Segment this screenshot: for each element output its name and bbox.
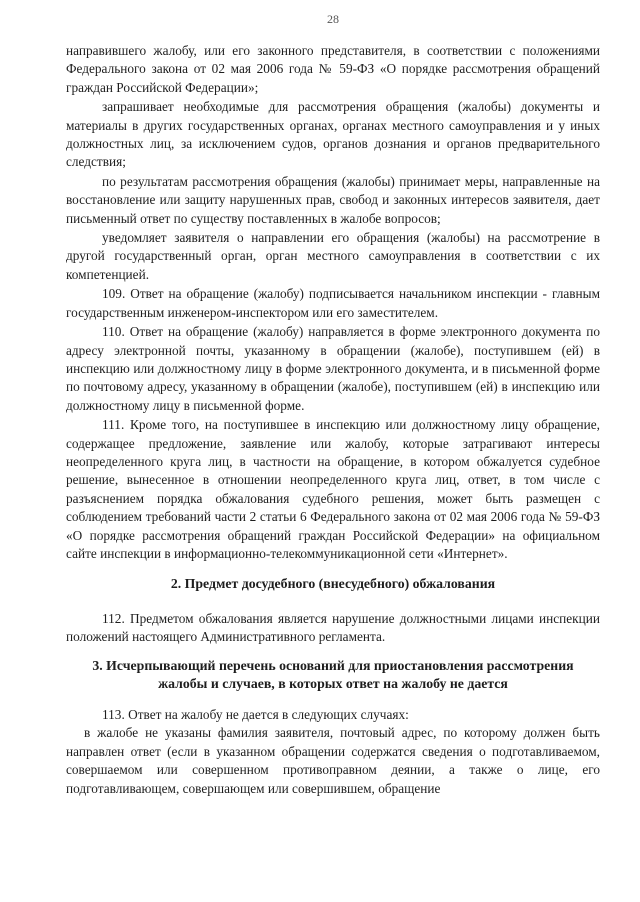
- paragraph-last: в жалобе не указаны фамилия заявителя, почтовый адрес, по которому должен быть направлен ответ (если в указанном обращении содержатся сведения о подготавливаемом, совершаемом или совершенном противоправном деянии, а также о лице, его подготавливающем, совершающем или совершившем, обращение: [66, 725, 600, 796]
- paragraph-notifies-applicant: уведомляет заявителя о направлении его обращения (жалобы) на рассмотрение в другой государственный орган, орган местного самоуправления в соответствии с их компетенцией.: [66, 230, 600, 282]
- paragraph-109: 109. Ответ на обращение (жалобу) подписывается начальником инспекции - главным государственным инженером-инспектором или его заместителем.: [66, 286, 600, 320]
- section-heading-2: 2. Предмет досудебного (внесудебного) обжалования: [170, 576, 496, 592]
- paragraph-requests-documents: запрашивает необходимые для рассмотрения обращения (жалобы) документы и материалы в других государственных органах, органах местного самоуправления и у иных должностных лиц, за исключением судов, органов дознания и органов предварительного следствия;: [66, 99, 600, 170]
- page-number: 28: [327, 12, 339, 26]
- paragraph-takes-measures: по результатам рассмотрения обращения (жалобы) принимает меры, направленные на восстановление или защиту нарушенных прав, свобод и законных интересов заявителя, дает письменный ответ по существу поставленных в жалобе вопросов;: [66, 173, 600, 226]
- paragraph-112: 112. Предметом обжалования является нарушение должностными лицами инспекции положений настоящего Административного регламента.: [66, 610, 600, 645]
- paragraph-110: 110. Ответ на обращение (жалобу) направляется в форме электронного документа по адресу электронной почты, указанному в обращении (жалобе), поступившем (ей) в инспекцию или должностному лицу в форме электронного документа, и в письменной форме по почтовому адресу, указанному в обращении (жалобе), поступившем (ей) в инспекцию или должностному лицу в письменной форме.: [66, 324, 600, 413]
- section-heading-3: 3. Исчерпывающий перечень оснований для приостановления рассмотрения жалобы и случаев, в которых ответ на жалобу не дается: [92, 657, 574, 692]
- paragraph-111: 111. Кроме того, на поступившее в инспекцию или должностному лицу обращение, содержащее предложение, заявление или жалобу, которые затрагивают интересы неопределенного круга лиц, в частности на обращение, в котором обжалуется судебное решение, вынесенное в отношении неопределенного круга лиц, ответ, в том числе с разъяснением порядка обжалования судебного решения, может быть размещен с соблюдением требований части 2 статьи 6 Федерального закона от 02 мая 2006 года № 59-ФЗ «О порядке рассмотрения обращений граждан Российской Федерации» на официальном сайте инспекции в информационно-телекоммуникационной сети «Интернет».: [66, 417, 600, 561]
- paragraph-113: 113. Ответ на жалобу не дается в следующих случаях:: [102, 706, 409, 722]
- paragraph-continuation: направившего жалобу, или его законного представителя, в соответствии с положениями Федерального закона от 02 мая 2006 года № 59-ФЗ «О порядке рассмотрения обращений граждан Российской Федерации»;: [66, 43, 600, 95]
